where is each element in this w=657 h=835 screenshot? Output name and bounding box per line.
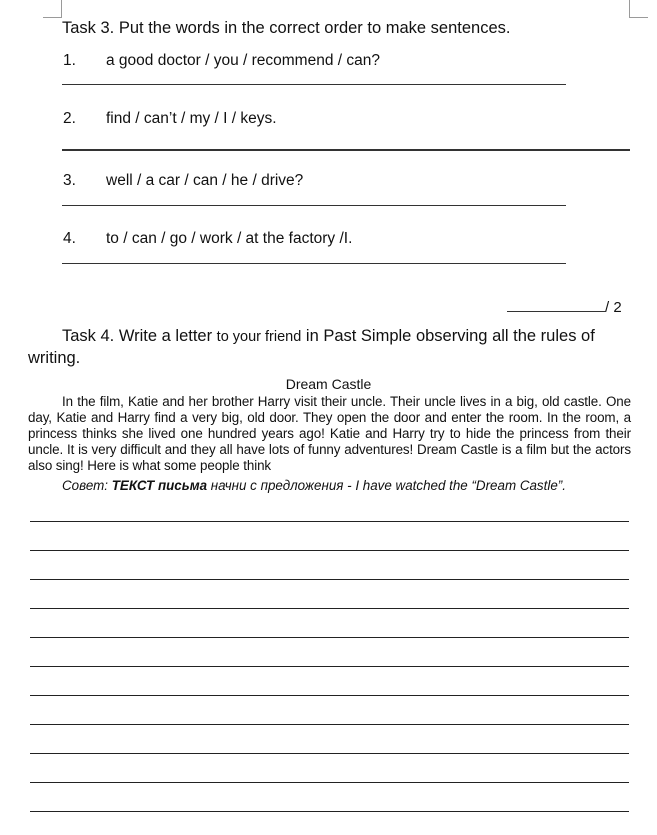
writing-line[interactable] [30,637,629,638]
task4-heading-part1: Task 4. Write a letter [62,327,217,345]
writing-line[interactable] [30,811,629,812]
answer-line-2[interactable] [62,149,630,151]
story-title: Dream Castle [285,376,372,392]
writing-line[interactable] [30,550,629,551]
item-number: 2. [63,110,76,127]
writing-line[interactable] [30,695,629,696]
item-text: find / can’t / my / I / keys. [106,110,277,127]
item-number: 3. [63,172,76,189]
item-number: 1. [63,52,76,69]
page-corner-mark-left [43,0,62,18]
writing-line[interactable] [30,782,629,783]
page-corner-mark-right [629,0,648,18]
item-text: to / can / go / work / at the factory /I. [106,230,353,247]
score-blank[interactable] [507,297,605,312]
task4-heading [28,326,628,369]
tip-prefix: Совет: [62,478,112,493]
answer-line-4[interactable] [62,263,566,264]
answer-line-1[interactable] [62,84,566,85]
tip-rest: начни с предложения - I have watched the “Dream Castle”. [207,478,566,493]
writing-line[interactable] [30,666,629,667]
item-number: 4. [63,230,76,247]
task3-heading: Task 3. Put the words in the correct order to make sentences. [62,19,511,37]
tip-bold: ТЕКСТ письма [111,478,208,493]
task3-item-1 [63,52,380,70]
writing-line[interactable] [30,579,629,580]
task4-heading-part2: to your friend [216,329,302,345]
answer-line-3[interactable] [62,205,566,206]
task3-item-3 [63,172,303,190]
item-text: well / a car / can / he / drive? [106,172,304,189]
task4-heading-part3: in Past Simple observing all the rules of writing. [28,327,595,367]
story-text: In the film, Katie and her brother Harry visit their uncle. Their uncle lives in a big, old castle. One day, Katie and Harry find a very big, old door. They open the door and enter the room. In the room, a princess thinks she lived one hundred years ago! Katie and Harry try to hide the princess from their uncle. It is very difficult and they all have lots of funny adventures! Dream Castle is a film but the actors also sing! Here is what some people think [28,394,631,473]
task3-item-4 [63,230,352,248]
writing-line[interactable] [30,521,629,522]
task3-item-2 [63,110,277,128]
writing-line[interactable] [30,753,629,754]
score-suffix: / 2 [605,299,622,316]
writing-line[interactable] [30,724,629,725]
tip-text [62,478,566,493]
item-text: a good doctor / you / recommend / can? [106,52,380,69]
score-box [507,297,622,316]
writing-line[interactable] [30,608,629,609]
